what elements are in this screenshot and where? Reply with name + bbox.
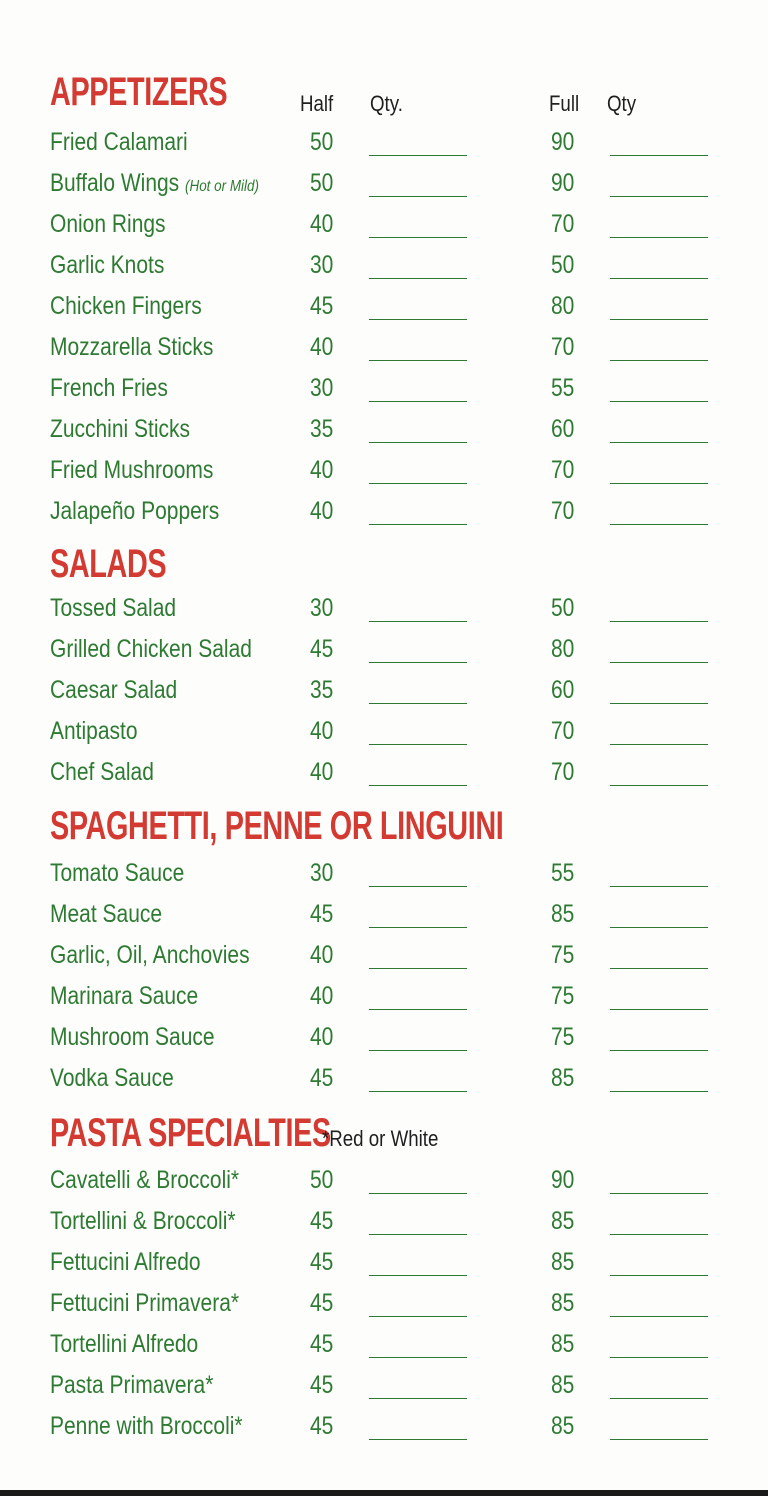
menu-item-row [0,756,768,792]
menu-item-row [0,495,768,531]
half-price: 45 [310,1207,334,1235]
full-price: 75 [551,982,575,1010]
item-name: Marinara Sauce [50,982,199,1010]
item-name: Caesar Salad [50,676,178,704]
item-name: Mushroom Sauce [50,1023,215,1051]
half-qty-field[interactable] [369,886,467,887]
menu-item-row [0,454,768,490]
section-note: *Red or White [322,1126,439,1151]
menu-item-row [0,1021,768,1057]
full-price: 70 [551,497,575,525]
full-price: 90 [551,128,575,156]
section-title-pasta-specialties: PASTA SPECIALTIES [50,1111,331,1155]
full-qty-field[interactable] [610,1316,708,1317]
full-qty-field[interactable] [610,744,708,745]
half-qty-field[interactable] [369,621,467,622]
menu-item-row [0,208,768,244]
full-qty-field[interactable] [610,155,708,156]
full-price: 80 [551,292,575,320]
section-title-salads: SALADS [50,542,167,586]
full-price: 90 [551,1166,575,1194]
column-header-full: Full [549,91,580,116]
full-price: 80 [551,635,575,663]
half-qty-field[interactable] [369,278,467,279]
full-qty-field[interactable] [610,196,708,197]
full-qty-field[interactable] [610,1009,708,1010]
half-price: 50 [310,1166,334,1194]
half-qty-field[interactable] [369,1091,467,1092]
item-name: Penne with Broccoli* [50,1412,243,1440]
item-name [50,167,259,203]
menu-item-row [0,1205,768,1241]
item-name: Meat Sauce [50,900,163,928]
column-header-half-qty: Qty. [370,91,403,116]
menu-item-row [0,249,768,285]
half-price: 40 [310,210,334,238]
item-name: Chef Salad [50,758,154,786]
section-title-appetizers: APPETIZERS [50,70,228,114]
full-qty-field[interactable] [610,483,708,484]
menu-item-row [0,1062,768,1098]
full-qty-field[interactable] [610,886,708,887]
section-title-spaghetti: SPAGHETTI, PENNE OR LINGUINI [50,804,504,848]
item-name: Chicken Fingers [50,292,202,320]
half-qty-field[interactable] [369,1050,467,1051]
half-qty-field[interactable] [369,927,467,928]
item-name: Fried Mushrooms [50,456,214,484]
full-price: 55 [551,859,575,887]
half-price: 40 [310,941,334,969]
half-price: 45 [310,1330,334,1358]
full-price: 85 [551,1064,575,1092]
half-price: 40 [310,1023,334,1051]
item-name: Mozzarella Sticks [50,333,214,361]
item-name: Tomato Sauce [50,859,185,887]
item-name: Grilled Chicken Salad [50,635,252,663]
item-name: Pasta Primavera* [50,1371,214,1399]
item-note: (Hot or Mild) [185,178,259,195]
full-qty-field[interactable] [610,1275,708,1276]
half-qty-field[interactable] [369,1357,467,1358]
full-qty-field[interactable] [610,927,708,928]
menu-item-row [0,633,768,669]
half-price: 45 [310,1064,334,1092]
full-qty-field[interactable] [610,1357,708,1358]
half-qty-field[interactable] [369,1009,467,1010]
menu-item-row [0,413,768,449]
half-price: 45 [310,635,334,663]
full-qty-field[interactable] [610,1091,708,1092]
item-name: Fettucini Alfredo [50,1248,201,1276]
half-price: 45 [310,1412,334,1440]
half-price: 40 [310,333,334,361]
half-qty-field[interactable] [369,237,467,238]
full-qty-field[interactable] [610,1234,708,1235]
half-qty-field[interactable] [369,442,467,443]
full-price: 50 [551,251,575,279]
full-qty-field[interactable] [610,319,708,320]
half-price: 30 [310,251,334,279]
menu-item-row [0,592,768,628]
half-price: 30 [310,859,334,887]
full-price: 60 [551,415,575,443]
full-qty-field[interactable] [610,662,708,663]
full-price: 85 [551,1412,575,1440]
item-name: Antipasto [50,717,138,745]
item-name: Tossed Salad [50,594,177,622]
full-price: 85 [551,900,575,928]
half-price: 40 [310,982,334,1010]
menu-item-row [0,1164,768,1200]
full-price: 70 [551,456,575,484]
full-price: 70 [551,758,575,786]
full-qty-field[interactable] [610,360,708,361]
half-price: 45 [310,1289,334,1317]
menu-item-row [0,1328,768,1364]
full-price: 85 [551,1207,575,1235]
full-qty-field[interactable] [610,278,708,279]
full-price: 70 [551,717,575,745]
full-price: 60 [551,676,575,704]
menu-item-row [0,980,768,1016]
half-price: 50 [310,169,334,197]
menu-item-row [0,1287,768,1323]
full-qty-field[interactable] [610,401,708,402]
full-qty-field[interactable] [610,524,708,525]
full-qty-field[interactable] [610,1050,708,1051]
half-qty-field[interactable] [369,1193,467,1194]
half-qty-field[interactable] [369,785,467,786]
full-price: 85 [551,1371,575,1399]
menu-item-row [0,898,768,934]
half-qty-field[interactable] [369,319,467,320]
half-price: 40 [310,456,334,484]
full-qty-field[interactable] [610,621,708,622]
full-price: 85 [551,1330,575,1358]
bottom-border [0,1490,768,1496]
menu-item-row [0,1410,768,1446]
item-name: Fettucini Primavera* [50,1289,240,1317]
half-qty-field[interactable] [369,1234,467,1235]
item-name: Cavatelli & Broccoli* [50,1166,240,1194]
half-price: 45 [310,900,334,928]
column-header-full-qty: Qty [607,91,637,116]
full-qty-field[interactable] [610,1398,708,1399]
menu-item-row [0,372,768,408]
column-header-half: Half [300,91,334,116]
half-price: 50 [310,128,334,156]
full-price: 75 [551,1023,575,1051]
half-qty-field[interactable] [369,1398,467,1399]
full-qty-field[interactable] [610,703,708,704]
full-qty-field[interactable] [610,968,708,969]
menu-item-row [0,331,768,367]
half-qty-field[interactable] [369,483,467,484]
half-price: 40 [310,497,334,525]
full-price: 85 [551,1248,575,1276]
item-name: Onion Rings [50,210,166,238]
half-price: 40 [310,758,334,786]
half-price: 35 [310,415,334,443]
half-qty-field[interactable] [369,1439,467,1440]
item-name: Garlic, Oil, Anchovies [50,941,250,969]
full-qty-field[interactable] [610,442,708,443]
full-price: 90 [551,169,575,197]
half-price: 45 [310,1248,334,1276]
item-name: French Fries [50,374,168,402]
item-name: Vodka Sauce [50,1064,174,1092]
item-name-text: Buffalo Wings [50,169,180,197]
half-price: 45 [310,292,334,320]
full-qty-field[interactable] [610,785,708,786]
full-price: 55 [551,374,575,402]
menu-item-row [0,1246,768,1282]
half-qty-field[interactable] [369,1275,467,1276]
full-price: 75 [551,941,575,969]
item-name: Zucchini Sticks [50,415,191,443]
item-name: Garlic Knots [50,251,165,279]
half-qty-field[interactable] [369,155,467,156]
menu-item-row [0,1369,768,1405]
full-price: 85 [551,1289,575,1317]
half-qty-field[interactable] [369,968,467,969]
menu-item-row [0,167,768,203]
item-name: Tortellini Alfredo [50,1330,199,1358]
full-price: 70 [551,210,575,238]
menu-item-row [0,857,768,893]
half-qty-field[interactable] [369,744,467,745]
half-qty-field[interactable] [369,524,467,525]
half-price: 40 [310,717,334,745]
item-name: Tortellini & Broccoli* [50,1207,236,1235]
half-price: 45 [310,1371,334,1399]
half-qty-field[interactable] [369,196,467,197]
menu-item-row [0,126,768,162]
half-price: 30 [310,374,334,402]
half-qty-field[interactable] [369,662,467,663]
half-qty-field[interactable] [369,703,467,704]
item-name: Jalapeño Poppers [50,497,220,525]
menu-item-row [0,939,768,975]
half-qty-field[interactable] [369,360,467,361]
full-price: 70 [551,333,575,361]
full-qty-field[interactable] [610,1193,708,1194]
full-price: 50 [551,594,575,622]
half-price: 30 [310,594,334,622]
menu-item-row [0,674,768,710]
menu-item-row [0,715,768,751]
menu-item-row [0,290,768,326]
item-name: Fried Calamari [50,128,188,156]
half-price: 35 [310,676,334,704]
full-qty-field[interactable] [610,237,708,238]
half-qty-field[interactable] [369,401,467,402]
half-qty-field[interactable] [369,1316,467,1317]
full-qty-field[interactable] [610,1439,708,1440]
